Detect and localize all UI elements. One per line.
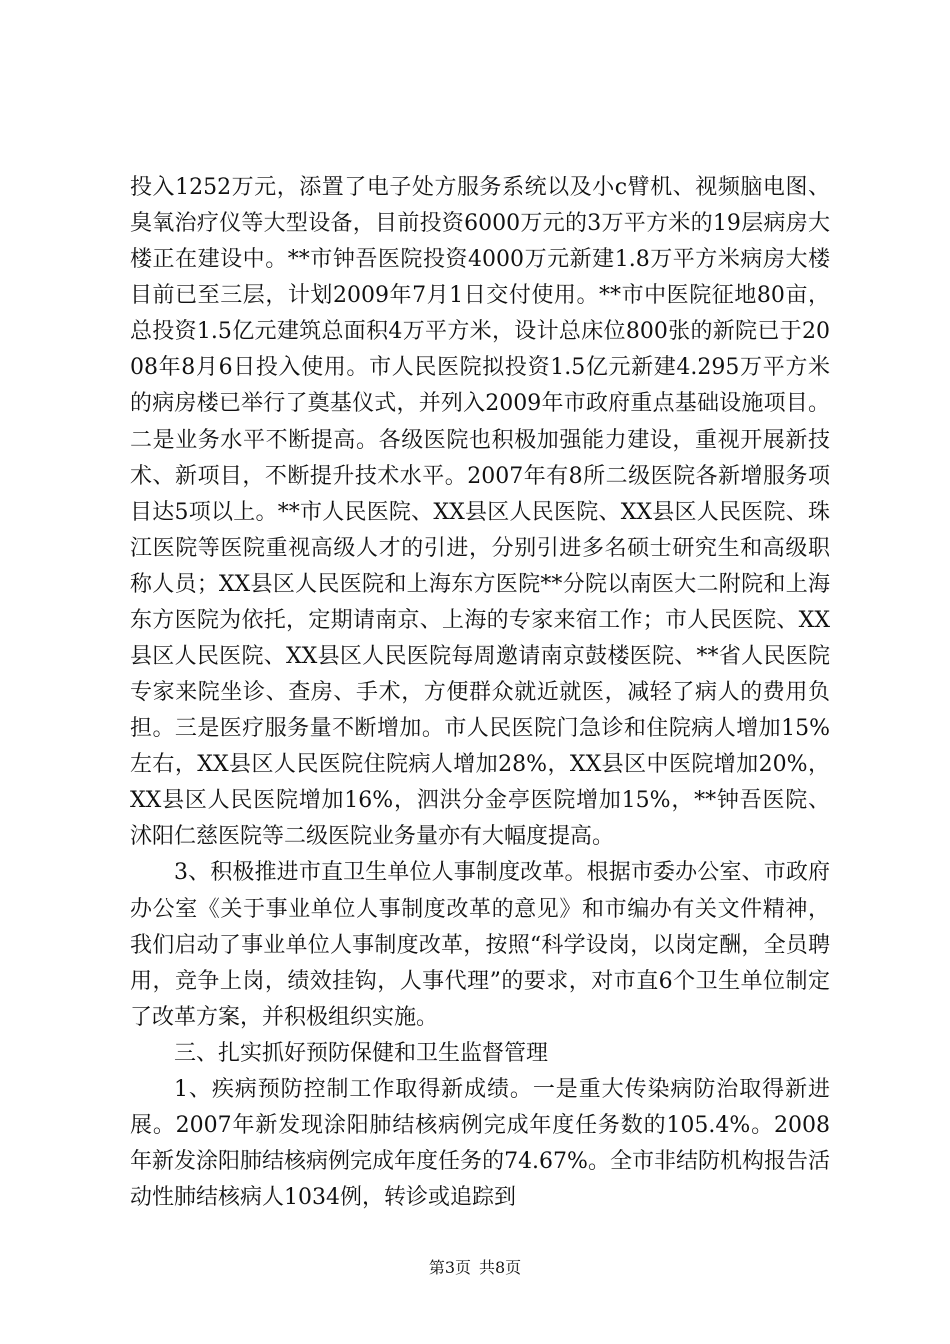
paragraph-2: 3、积极推进市直卫生单位人事制度改革。根据市委办公室、市政府办公室《关于事业单位人事制度改革的意见》和市编办有关文件精神，我们启动了事业单位人事制度改革，按照“科学设岗，以岗定酬，全员聘用，竞争上岗，绩效挂钩，人事代理”的要求，对市直6个卫生单位制定了改革方案，并积极组织实施。 [130, 860, 830, 1030]
section-heading: 三、扎实抓好预防保健和卫生监督管理 [174, 1040, 549, 1066]
page-number: 第3页 [428, 1258, 471, 1277]
paragraph-1: 投入1252万元，添置了电子处方服务系统以及小c臂机、视频脑电图、臭氧治疗仪等大型设备，目前投资6000万元的3万平方米的19层病房大楼正在建设中。**市钟吾医院投资4000万元新建1.8万平方米病房大楼目前已至三层，计划2009年7月1日交付使用。**市中医院征地80亩，总投资1.5亿元建筑总面积4万平方米，设计总床位800张的新院已于2008年8月6日投入使用。市人民医院拟投资1.5亿元新建4.295万平方米的病房楼已举行了奠基仪式，并列入2009年市政府重点基础设施项目。二是业务水平不断提高。各级医院也积极加强能力建设，重视开展新技术、新项目，不断提升技术水平。2007年有8所二级医院各新增服务项目达5项以上。**市人民医院、XX县区人民医院、XX县区人民医院、珠江医院等医院重视高级人才的引进，分别引进多名硕士研究生和高级职称人员；XX县区人民医院和上海东方医院**分院以南医大二附院和上海东方医院为依托，定期请南京、上海的专家来宿工作；市人民医院、XX县区人民医院、XX县区人民医院每周邀请南京鼓楼医院、**省人民医院专家来院坐诊、查房、手术，方便群众就近就医，减轻了病人的费用负担。三是医疗服务量不断增加。市人民医院门急诊和住院病人增加15%左右，XX县区人民医院住院病人增加28%，XX县区中医院增加20%，XX县区人民医院增加16%，泗洪分金亭医院增加15%，**钟吾医院、沭阳仁慈医院等二级医院业务量亦有大幅度提高。 [130, 175, 830, 850]
document-body [130, 170, 830, 1216]
page-total: 共8页 [479, 1258, 522, 1277]
page-footer [0, 1258, 950, 1278]
paragraph-3: 1、疾病预防控制工作取得新成绩。一是重大传染病防治取得新进展。2007年新发现涂阳肺结核病例完成年度任务数的105.4%。2008年新发涂阳肺结核病例完成年度任务的74.67%。全市非结防机构报告活动性肺结核病人1034例，转诊或追踪到 [130, 1076, 830, 1211]
